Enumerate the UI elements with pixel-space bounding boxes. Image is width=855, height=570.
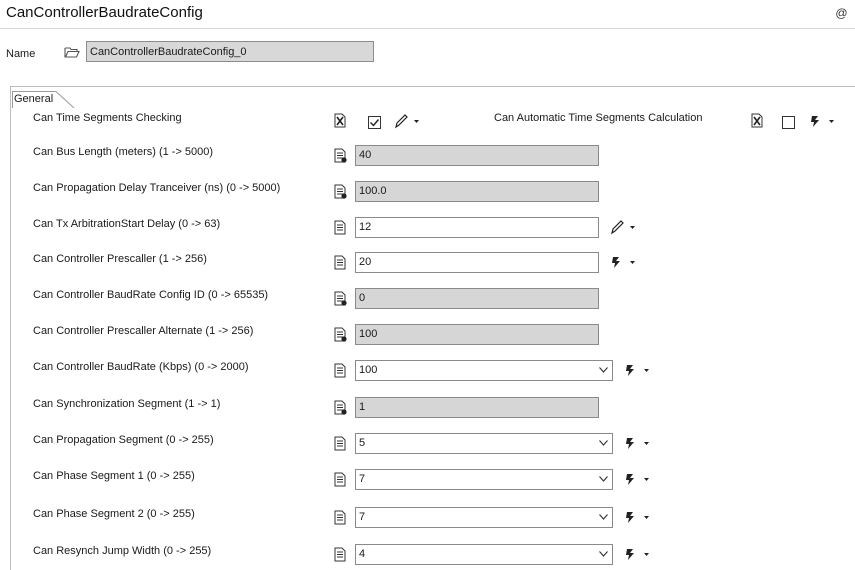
parameter-file-icon: [334, 291, 347, 306]
parameter-value: 4: [359, 548, 366, 560]
parameter-file-icon: [334, 472, 347, 487]
parameter-file-icon: [334, 148, 347, 163]
name-label: Name: [6, 48, 36, 60]
parameter-file-icon: [334, 327, 347, 342]
parameter-row: [0, 542, 855, 566]
calculate-dropdown-icon[interactable]: [624, 546, 654, 562]
parameter-file-icon: [334, 436, 347, 451]
parameter-input: [355, 288, 599, 309]
auto-time-segments-label: Can Automatic Time Segments Calculation: [494, 112, 703, 124]
parameter-select[interactable]: [355, 544, 613, 565]
chevron-down-icon[interactable]: [599, 367, 608, 373]
parameter-value: 1: [359, 401, 366, 413]
parameter-value: 100: [359, 328, 378, 340]
calculate-dropdown-icon[interactable]: [610, 254, 640, 270]
page-title: CanControllerBaudrateConfig: [6, 4, 203, 21]
parameter-label: Can Controller BaudRate Config ID (0 -> 65535): [33, 289, 269, 301]
auto-time-segments-checkbox[interactable]: [782, 116, 795, 129]
tab-general[interactable]: [12, 90, 76, 108]
chevron-down-icon[interactable]: [599, 440, 608, 446]
parameter-row: [0, 143, 855, 167]
chevron-down-icon[interactable]: [599, 514, 608, 520]
parameter-value: 12: [359, 221, 372, 233]
parameter-file-icon: [334, 400, 347, 415]
parameter-value: 20: [359, 256, 372, 268]
parameter-file-icon: [334, 184, 347, 199]
chevron-down-icon[interactable]: [599, 476, 608, 482]
parameter-value: 100: [359, 364, 378, 376]
parameter-input: [355, 324, 599, 345]
parameter-input[interactable]: [355, 217, 599, 238]
parameter-select[interactable]: [355, 433, 613, 454]
calculate-dropdown-icon[interactable]: [624, 471, 654, 487]
tab-general-label: General: [14, 93, 54, 105]
name-row: [0, 40, 855, 64]
parameter-label: Can Controller Prescaller (1 -> 256): [33, 253, 207, 265]
parameter-label: Can Bus Length (meters) (1 -> 5000): [33, 146, 214, 158]
parameter-value: 40: [359, 149, 372, 161]
parameter-row: [0, 215, 855, 239]
parameter-row: [0, 250, 855, 274]
parameter-label: Can Controller BaudRate (Kbps) (0 -> 2000): [33, 361, 249, 373]
parameter-label: Can Propagation Delay Tranceiver (ns) (0 -> 5000): [33, 182, 281, 194]
parameter-file-icon: [334, 255, 347, 270]
parameter-file-icon: [334, 547, 347, 562]
calculate-dropdown-icon[interactable]: [624, 509, 654, 525]
parameter-row: [0, 286, 855, 310]
parameter-label: Can Tx ArbitrationStart Delay (0 -> 63): [33, 218, 221, 230]
parameter-file-icon: [334, 510, 347, 525]
parameter-row: [0, 467, 855, 491]
parameter-file-icon: [334, 220, 347, 235]
parameter-value: 0: [359, 292, 366, 304]
parameter-label: Can Phase Segment 1 (0 -> 255): [33, 470, 195, 482]
parameter-input: [355, 397, 599, 418]
parameter-disabled-icon: [334, 113, 347, 128]
parameter-input[interactable]: [355, 252, 599, 273]
parameter-value: 7: [359, 511, 366, 523]
chevron-down-icon[interactable]: [599, 551, 608, 557]
parameter-value: 100.0: [359, 185, 387, 197]
parameter-label: Can Resynch Jump Width (0 -> 255): [33, 545, 212, 557]
at-icon[interactable]: @: [835, 6, 848, 20]
time-segments-checking-checkbox[interactable]: [368, 116, 381, 129]
parameter-disabled-icon: [751, 113, 764, 128]
parameter-file-icon: [334, 363, 347, 378]
pencil-dropdown-icon[interactable]: [610, 219, 640, 235]
parameter-value: 7: [359, 473, 366, 485]
parameter-select[interactable]: [355, 469, 613, 490]
calculate-dropdown-icon[interactable]: [624, 435, 654, 451]
pencil-dropdown-icon[interactable]: [394, 113, 424, 129]
parameter-input: [355, 181, 599, 202]
parameter-value: 5: [359, 437, 366, 449]
parameter-input: [355, 145, 599, 166]
parameter-row: [0, 431, 855, 455]
parameter-label: Can Propagation Segment (0 -> 255): [33, 434, 214, 446]
parameter-label: Can Phase Segment 2 (0 -> 255): [33, 508, 195, 520]
title-bar: [0, 0, 855, 29]
parameter-row: [0, 322, 855, 346]
parameter-row: [0, 179, 855, 203]
parameter-select[interactable]: [355, 360, 613, 381]
name-input[interactable]: CanControllerBaudrateConfig_0: [86, 41, 374, 62]
calculate-dropdown-icon[interactable]: [809, 113, 839, 129]
parameter-label: Can Synchronization Segment (1 -> 1): [33, 398, 221, 410]
folder-open-icon[interactable]: [64, 45, 80, 59]
parameter-row: [0, 358, 855, 382]
parameter-select[interactable]: [355, 507, 613, 528]
parameter-label: Can Controller Prescaller Alternate (1 -> 256): [33, 325, 254, 337]
time-segments-checking-label: Can Time Segments Checking: [33, 112, 182, 124]
calculate-dropdown-icon[interactable]: [624, 362, 654, 378]
row-time-segments: [0, 109, 855, 133]
parameter-row: [0, 395, 855, 419]
parameter-row: [0, 505, 855, 529]
